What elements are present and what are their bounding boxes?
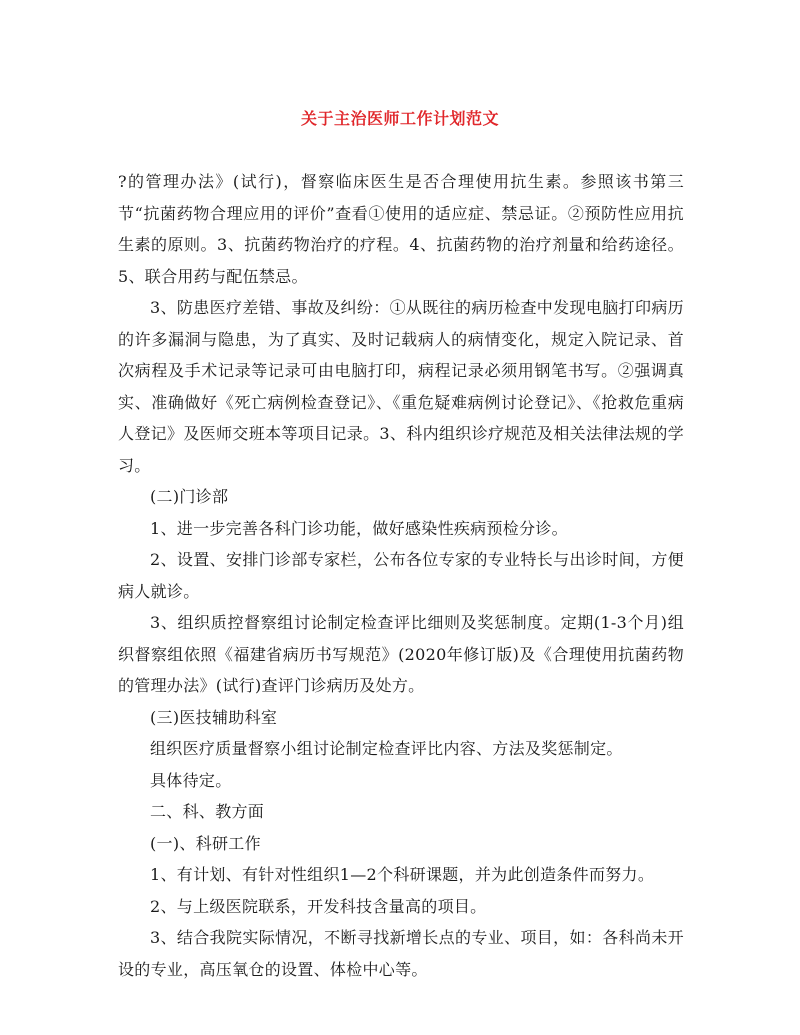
paragraph-outpatient-1: 1、进一步完善各科门诊功能，做好感染性疾病预检分诊。 (150, 518, 568, 538)
document-body (118, 166, 684, 985)
section-heading-outpatient: (二)门诊部 (150, 487, 229, 506)
paragraph-research-3: 3、结合我院实际情况，不断寻找新增长点的专业、项目，如：各科尚未开设的专业，高压氧仓的设置、体检中心等。 (118, 928, 684, 979)
paragraph-error-prevention: 3、防患医疗差错、事故及纠纷：①从既往的病历检查中发现电脑打印病历的许多漏洞与隐患，为了真实、及时记载病人的病情变化，规定入院记录、首次病程及手术记录等记录可由电脑打印，病程记录必须用钢笔书写。②强调真实、准确做好《死亡病例检查登记》、《重危疑难病例讨论登记》、《抢救危重病人登记》及医师交班本等项目记录。3、科内组织诊疗规范及相关法律法规的学习。 (118, 298, 684, 475)
document-title: 关于主治医师工作计划范文 (300, 109, 499, 128)
paragraph-research-2: 2、与上级医院联系，开发科技含量高的项目。 (150, 896, 487, 916)
section-heading-research-education: 二、科、教方面 (150, 802, 265, 821)
section-heading-research: (一)、科研工作 (150, 833, 261, 853)
paragraph-outpatient-3: 3、组织质控督察组讨论制定检查评比细则及奖惩制度。定期(1-3个月)组织督察组依照《福建省病历书写规范》(2020年修订版)及《合理使用抗菌药物的管理办法》(试行)查评门诊病历及处方。 (118, 613, 684, 695)
paragraph-research-1: 1、有计划、有针对性组织1—2个科研课题，并为此创造条件而努力。 (150, 865, 655, 884)
paragraph-medtech-2: 具体待定。 (150, 770, 232, 790)
section-heading-medtech: (三)医技辅助科室 (150, 707, 278, 727)
paragraph-medtech-1: 组织医疗质量督察小组讨论制定检查评比内容、方法及奖惩制定。 (150, 739, 623, 758)
paragraph-outpatient-2: 2、设置、安排门诊部专家栏，公布各位专家的专业特长与出诊时间，方便病人就诊。 (118, 550, 684, 601)
paragraph-antibiotics-review: ?的管理办法》(试行)，督察临床医生是否合理使用抗生素。参照该书第三节“抗菌药物合理应用的评价”查看①使用的适应症、禁忌证。②预防性应用抗生素的原则。3、抗菌药物治疗的疗程。4、抗菌药物的治疗剂量和给药途径。5、联合用药与配伍禁忌。 (118, 172, 684, 286)
